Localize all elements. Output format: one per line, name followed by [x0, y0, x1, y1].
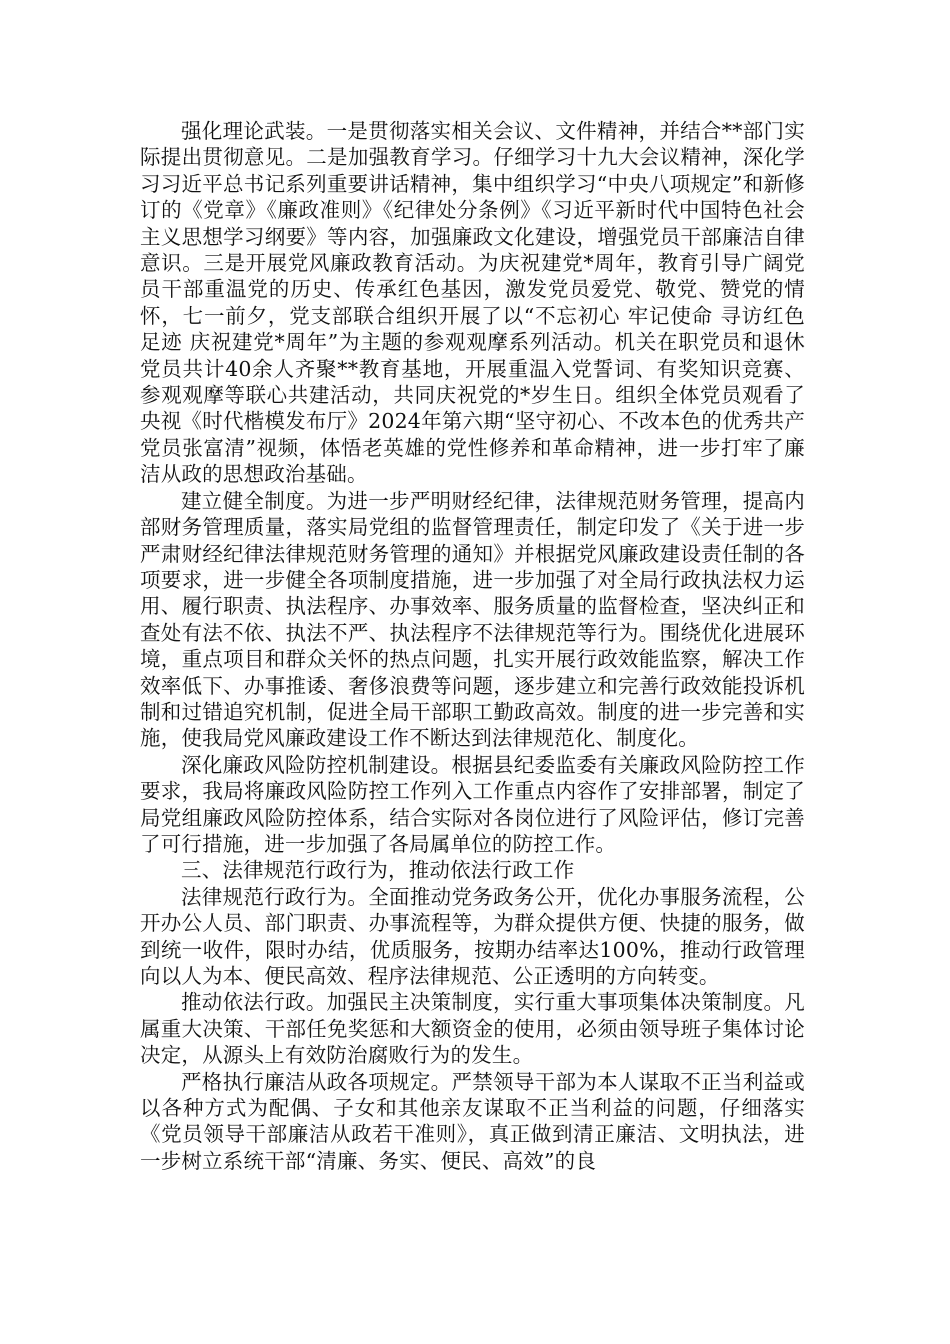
paragraph-regulate-admin: 法律规范行政行为。全面推动党务政务公开，优化办事服务流程，公开办公人员、部门职责、办事流程等，为群众提供方便、快捷的服务，做到统一收件，限时办结，优质服务，按期办结率达100%，推动行政管理向以人为本、便民高效、程序法律规范、公正透明的方向转变。: [140, 884, 805, 988]
section-heading-3: 三、法律规范行政行为，推动依法行政工作: [181, 858, 575, 883]
paragraph-system: 建立健全制度。为进一步严明财经纪律，法律规范财务管理，提高内部财务管理质量，落实局党组的监督管理责任，制定印发了《关于进一步严肃财经纪律法律规范财务管理的通知》并根据党风廉政建设责任制的各项要求，进一步健全各项制度措施，进一步加强了对全局行政执法权力运用、履行职责、执法程序、办事效率、服务质量的监督检查，坚决纠正和查处有法不依、执法不严、执法程序不法律规范等行为。围绕优化进展环境，重点项目和群众关怀的热点问题，扎实开展行政效能监察，解决工作效率低下、办事推诿、奢侈浪费等问题，逐步建立和完善行政效能投诉机制和过错追究机制，促进全局干部职工勤政高效。制度的进一步完善和实施，使我局党风廉政建设工作不断达到法律规范化、制度化。: [140, 488, 805, 751]
paragraph-rule-of-law: 推动依法行政。加强民主决策制度，实行重大事项集体决策制度。凡属重大决策、干部任免奖惩和大额资金的使用，必须由领导班子集体讨论决定，从源头上有效防治腐败行为的发生。: [140, 990, 805, 1068]
paragraph-integrity-rules: 严格执行廉洁从政各项规定。严禁领导干部为本人谋取不正当利益或以各种方式为配偶、子女和其他亲友谋取不正当利益的问题，仔细落实《党员领导干部廉洁从政若干准则》，真正做到清正廉洁、文明执法，进一步树立系统干部“清廉、务实、便民、高效”的良: [140, 1069, 805, 1173]
paragraph-theory: 强化理论武装。一是贯彻落实相关会议、文件精神，并结合**部门实际提出贯彻意见。二是加强教育学习。仔细学习十九大会议精神，深化学习习近平总书记系列重要讲话精神，集中组织学习“中央八项规定”和新修订的《党章》《廉政准则》《纪律处分条例》《习近平新时代中国特色社会主义思想学习纲要》等内容，加强廉政文化建设，增强党员干部廉洁自律意识。三是开展党风廉政教育活动。为庆祝建党*周年，教育引导广阔党员干部重温党的历史、传承红色基因，激发党员爱党、敬党、赞党的情怀，七一前夕，党支部联合组织开展了以“不忘初心 牢记使命 寻访红色足迹 庆祝建党*周年”为主题的参观观摩系列活动。机关在职党员和退休党员共计40余人齐聚**教育基地，开展重温入党誓词、有奖知识竞赛、参观观摩等联心共建活动，共同庆祝党的*岁生日。组织全体党员观看了央视《时代楷模发布厅》2024年第六期“坚守初心、不改本色的优秀共产党员张富清”视频，体悟老英雄的党性修养和革命精神，进一步打牢了廉洁从政的思想政治基础。: [140, 119, 805, 487]
document-page: [140, 118, 805, 1174]
paragraph-risk-control: 深化廉政风险防控机制建设。根据县纪委监委有关廉政风险防控工作要求，我局将廉政风险防控工作列入工作重点内容作了安排部署，制定了局党组廉政风险防控体系，结合实际对各岗位进行了风险评估，修订完善了可行措施，进一步加强了各局属单位的防控工作。: [140, 752, 805, 856]
